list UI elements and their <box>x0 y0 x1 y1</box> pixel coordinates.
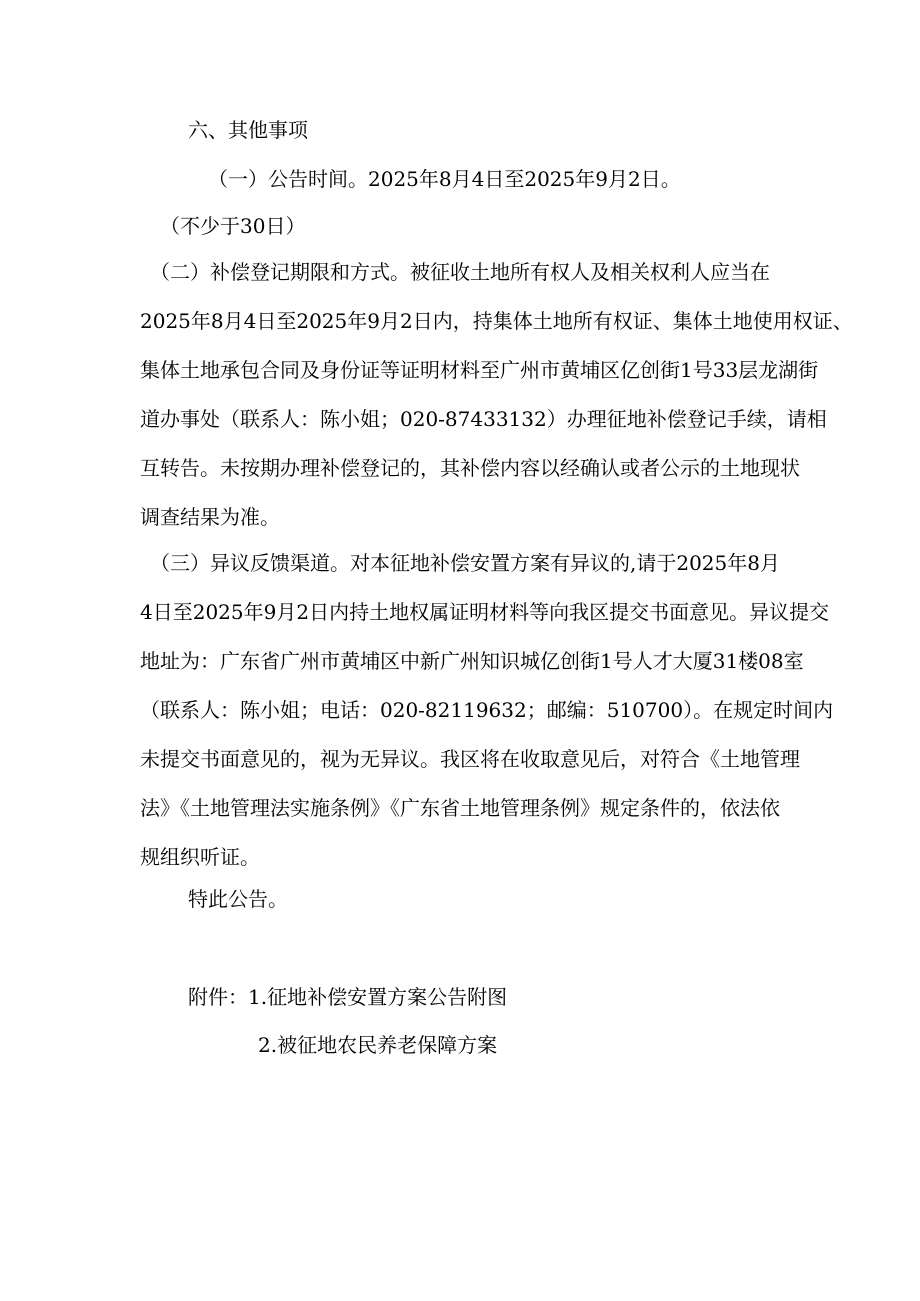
paragraph-line: 4日至2025年9月2日内持土地权属证明材料等向我区提交书面意见。异议提交 <box>140 600 830 624</box>
paragraph-line: 地址为：广东省广州市黄埔区中新广州知识城亿创街1号人才大厦31楼08室 <box>140 649 804 673</box>
notice-period-note: （不少于30日） <box>160 214 306 238</box>
paragraph-line: （联系人：陈小姐；电话：020-82119632；邮编：510700）。在规定时间内 <box>140 698 834 722</box>
paragraph-line: 规组织听证。 <box>140 845 260 869</box>
paragraph-line: 调查结果为准。 <box>140 505 280 529</box>
paragraph-line: 集体土地承包合同及身份证等证明材料至广州市黄埔区亿创街1号33层龙湖街 <box>140 358 819 382</box>
attachment-line-1: 附件：1.征地补偿安置方案公告附图 <box>188 985 508 1009</box>
paragraph-line: 未提交书面意见的，视为无异议。我区将在收取意见后，对符合《土地管理 <box>140 747 800 771</box>
objection-paragraph <box>140 549 920 892</box>
paragraph-line: （二）补偿登记期限和方式。被征收土地所有权人及相关权利人应当在 <box>140 260 770 284</box>
attachment-line-2: 2.被征地农民养老保障方案 <box>258 1033 498 1057</box>
section-heading: 六、其他事项 <box>188 118 308 142</box>
paragraph-line: 道办事处（联系人：陈小姐；020-87433132）办理征地补偿登记手续，请相 <box>140 407 827 431</box>
paragraph-line: （三）异议反馈渠道。对本征地补偿安置方案有异议的,请于2025年8月 <box>140 551 780 575</box>
paragraph-line: 2025年8月4日至2025年9月2日内，持集体土地所有权证、集体土地使用权证、 <box>140 309 853 333</box>
paragraph-line: 互转告。未按期办理补偿登记的，其补偿内容以经确认或者公示的土地现状 <box>140 456 800 480</box>
paragraph-line: 法》《土地管理法实施条例》《广东省土地管理条例》规定条件的，依法依 <box>140 796 780 820</box>
registration-paragraph <box>140 258 920 552</box>
closing-text: 特此公告。 <box>188 887 288 911</box>
notice-period-line: （一）公告时间。2025年8月4日至2025年9月2日。 <box>208 167 681 191</box>
